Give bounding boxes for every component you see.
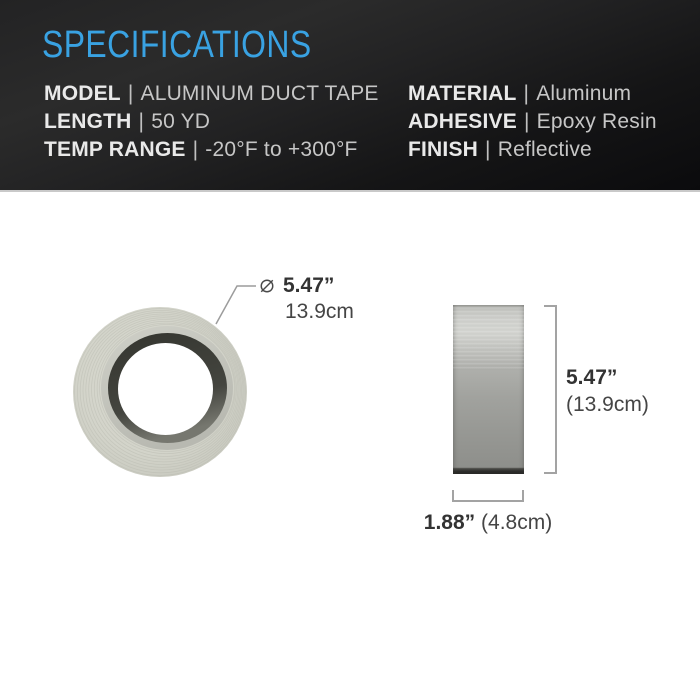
spec-column-left bbox=[44, 80, 404, 164]
spec-label: LENGTH bbox=[44, 110, 132, 133]
diameter-annotation bbox=[258, 274, 354, 324]
spec-row-temp-range bbox=[44, 136, 404, 164]
header bbox=[0, 0, 700, 192]
spec-row-length bbox=[44, 108, 404, 136]
spec-value: 50 YD bbox=[151, 110, 211, 133]
width-centimeters: (4.8cm) bbox=[481, 511, 553, 534]
spec-label: TEMP RANGE bbox=[44, 138, 186, 161]
width-annotation bbox=[424, 511, 552, 535]
spec-label: FINISH bbox=[408, 138, 479, 161]
spec-value: Aluminum bbox=[536, 82, 632, 105]
spec-label: MODEL bbox=[44, 82, 121, 105]
spec-label: MATERIAL bbox=[408, 82, 517, 105]
spec-row-finish bbox=[408, 136, 698, 164]
spec-separator: | bbox=[485, 138, 491, 161]
spec-separator: | bbox=[523, 110, 530, 133]
height-annotation bbox=[566, 366, 649, 417]
tape-core-hole bbox=[118, 343, 213, 435]
page-title: SPECIFICATIONS bbox=[42, 24, 312, 66]
spec-column-right bbox=[408, 80, 698, 164]
spec-label: ADHESIVE bbox=[408, 110, 517, 133]
spec-separator: | bbox=[523, 82, 530, 105]
diameter-icon bbox=[258, 277, 276, 295]
spec-row-adhesive bbox=[408, 108, 698, 136]
diameter-centimeters: 13.9cm bbox=[285, 300, 354, 323]
height-centimeters: (13.9cm) bbox=[566, 393, 649, 416]
spec-value: Epoxy Resin bbox=[536, 110, 657, 133]
spec-value: -20°F to +300°F bbox=[205, 138, 358, 161]
diameter-inches: 5.47” bbox=[283, 274, 335, 297]
width-inches: 1.88” bbox=[423, 511, 476, 534]
spec-value: ALUMINUM DUCT TAPE bbox=[140, 82, 379, 105]
spec-separator: | bbox=[192, 138, 199, 161]
tape-roll-front-view bbox=[73, 307, 247, 477]
width-dimension-bracket bbox=[453, 490, 523, 501]
spec-separator: | bbox=[127, 82, 134, 105]
height-inches: 5.47” bbox=[566, 366, 618, 389]
spec-value: Reflective bbox=[497, 138, 592, 161]
height-dimension-bracket bbox=[544, 306, 556, 473]
spec-separator: | bbox=[138, 110, 145, 133]
spec-row-model bbox=[44, 80, 404, 108]
tape-roll-side-view bbox=[453, 305, 524, 474]
spec-row-material bbox=[408, 80, 698, 108]
